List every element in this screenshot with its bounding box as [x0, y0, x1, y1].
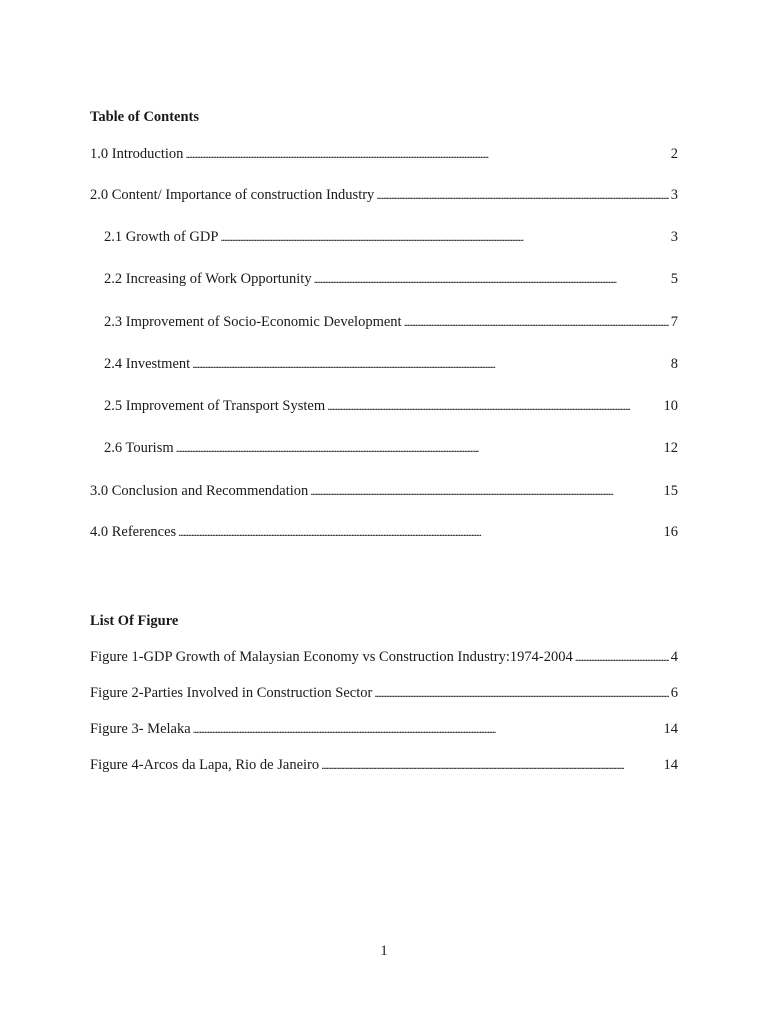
figure-entry-page: 14	[663, 757, 678, 773]
toc-entry-label: 3.0 Conclusion and Recommendation	[90, 483, 309, 499]
dot-leader	[178, 523, 661, 541]
figure-entry-1[interactable]	[90, 648, 678, 666]
toc-entry-page: 7	[670, 314, 678, 330]
dot-leader	[376, 186, 668, 204]
dot-leader	[314, 270, 669, 288]
toc-entry-page: 12	[663, 440, 678, 456]
toc-entry-references[interactable]	[90, 523, 678, 541]
dot-leader	[575, 648, 669, 666]
toc-entry-transport-system[interactable]	[104, 397, 678, 415]
dot-leader	[176, 439, 662, 457]
toc-entry-page: 10	[663, 398, 678, 414]
dot-leader	[321, 756, 661, 774]
toc-entry-page: 15	[663, 483, 678, 499]
toc-entry-page: 3	[670, 229, 678, 245]
toc-entry-conclusion[interactable]	[90, 482, 678, 500]
toc-entry-label: 1.0 Introduction	[90, 146, 184, 162]
figure-entry-4[interactable]	[90, 756, 678, 774]
toc-entry-label: 2.1 Growth of GDP	[104, 229, 219, 245]
toc-entry-page: 2	[670, 146, 678, 162]
dot-leader	[374, 684, 668, 702]
dot-leader	[404, 313, 669, 331]
toc-entry-label: 2.6 Tourism	[104, 440, 174, 456]
toc-entry-growth-of-gdp[interactable]	[104, 228, 678, 246]
toc-entry-content-importance[interactable]	[90, 186, 678, 204]
toc-entry-label: 2.2 Increasing of Work Opportunity	[104, 271, 312, 287]
dot-leader	[185, 145, 668, 163]
toc-entry-label: 2.0 Content/ Importance of construction Industry	[90, 187, 375, 203]
figure-entry-label: Figure 4-Arcos da Lapa, Rio de Janeiro	[90, 757, 320, 773]
toc-entry-work-opportunity[interactable]	[104, 270, 678, 288]
dot-leader	[193, 720, 662, 738]
dot-leader	[310, 482, 661, 500]
toc-entry-label: 2.3 Improvement of Socio-Economic Development	[104, 314, 402, 330]
toc-entry-page: 8	[670, 356, 678, 372]
toc-entry-tourism[interactable]	[104, 439, 678, 457]
toc-entry-investment[interactable]	[104, 355, 678, 373]
figure-entry-label: Figure 2-Parties Involved in Construction Sector	[90, 685, 373, 701]
figure-entry-page: 4	[670, 649, 678, 665]
toc-entry-label: 2.4 Investment	[104, 356, 191, 372]
figure-entry-page: 6	[670, 685, 678, 701]
toc-entry-label: 4.0 References	[90, 524, 177, 540]
figure-entry-label: Figure 3- Melaka	[90, 721, 191, 737]
figure-entry-3[interactable]	[90, 720, 678, 738]
dot-leader	[220, 228, 668, 246]
figure-entry-2[interactable]	[90, 684, 678, 702]
dot-leader	[192, 355, 669, 373]
toc-entry-page: 3	[670, 187, 678, 203]
toc-entry-page: 5	[670, 271, 678, 287]
toc-entry-page: 16	[663, 524, 678, 540]
figures-heading: List Of Figure	[90, 613, 179, 629]
toc-entry-introduction[interactable]	[90, 145, 678, 163]
toc-entry-socio-economic[interactable]	[104, 313, 678, 331]
figure-entry-page: 14	[663, 721, 678, 737]
page-number: 1	[380, 943, 388, 959]
toc-heading: Table of Contents	[90, 109, 200, 125]
toc-entry-label: 2.5 Improvement of Transport System	[104, 398, 326, 414]
dot-leader	[327, 397, 661, 415]
figure-entry-label: Figure 1-GDP Growth of Malaysian Economy vs Construction Industry:1974-2004	[90, 649, 573, 665]
